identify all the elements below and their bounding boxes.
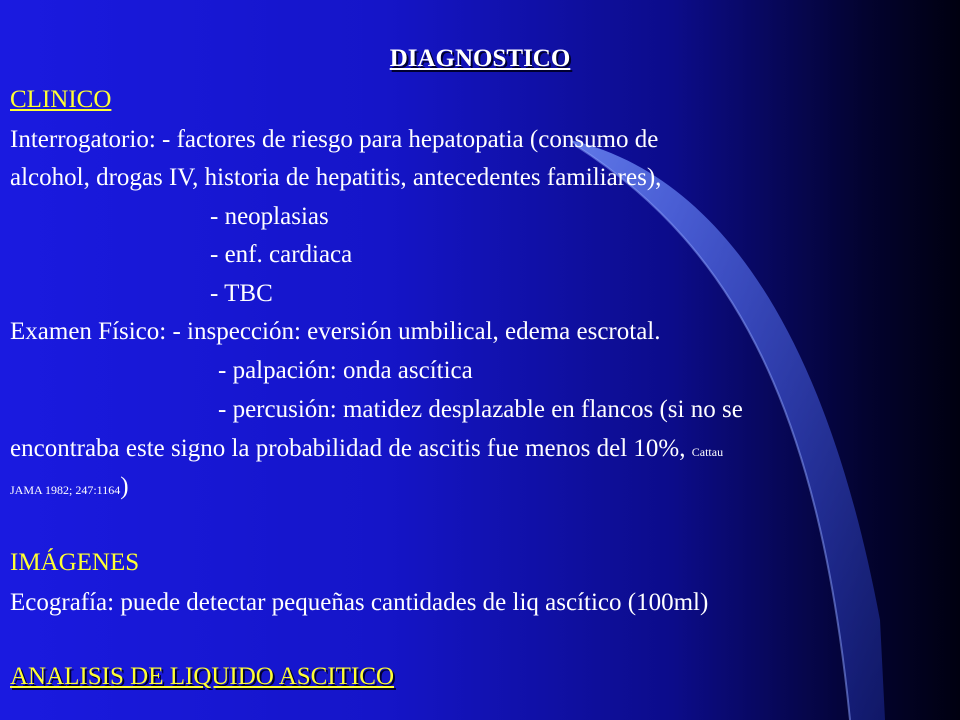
percusion-line-1: - percusión: matidez desplazable en flancos (si no se [218, 396, 743, 423]
citation-line [10, 472, 129, 505]
imagenes-heading: IMÁGENES [10, 549, 140, 576]
risk-item-cardiaca: - enf. cardiaca [210, 241, 353, 268]
interrogatorio-line-1: Interrogatorio: - factores de riesgo para hepatopatia (consumo de [10, 126, 659, 153]
risk-item-tbc: - TBC [210, 280, 273, 307]
examen-fisico-line: Examen Físico: - inspección: eversión umbilical, edema escrotal. [10, 318, 661, 345]
palpacion-line: - palpación: onda ascítica [218, 357, 473, 384]
percusion-text: encontraba este signo la probabilidad de ascitis fue menos del 10%, [10, 435, 692, 462]
interrogatorio-line-2: alcohol, drogas IV, historia de hepatitis, antecedentes familiares), [10, 164, 662, 191]
citation-author: Cattau [691, 445, 724, 459]
citation-close: ) [120, 473, 129, 500]
clinico-heading: CLINICO [10, 86, 112, 113]
percusion-line-2 [10, 434, 723, 467]
analisis-heading: ANALISIS DE LIQUIDO ASCITICO [10, 663, 395, 690]
slide-title: DIAGNOSTICO [389, 45, 571, 72]
imagenes-text: Ecografía: puede detectar pequeñas cantidades de liq ascítico (100ml) [10, 589, 709, 616]
citation-journal: JAMA 1982; 247:1164 [10, 483, 121, 497]
risk-item-neoplasias: - neoplasias [210, 203, 329, 230]
